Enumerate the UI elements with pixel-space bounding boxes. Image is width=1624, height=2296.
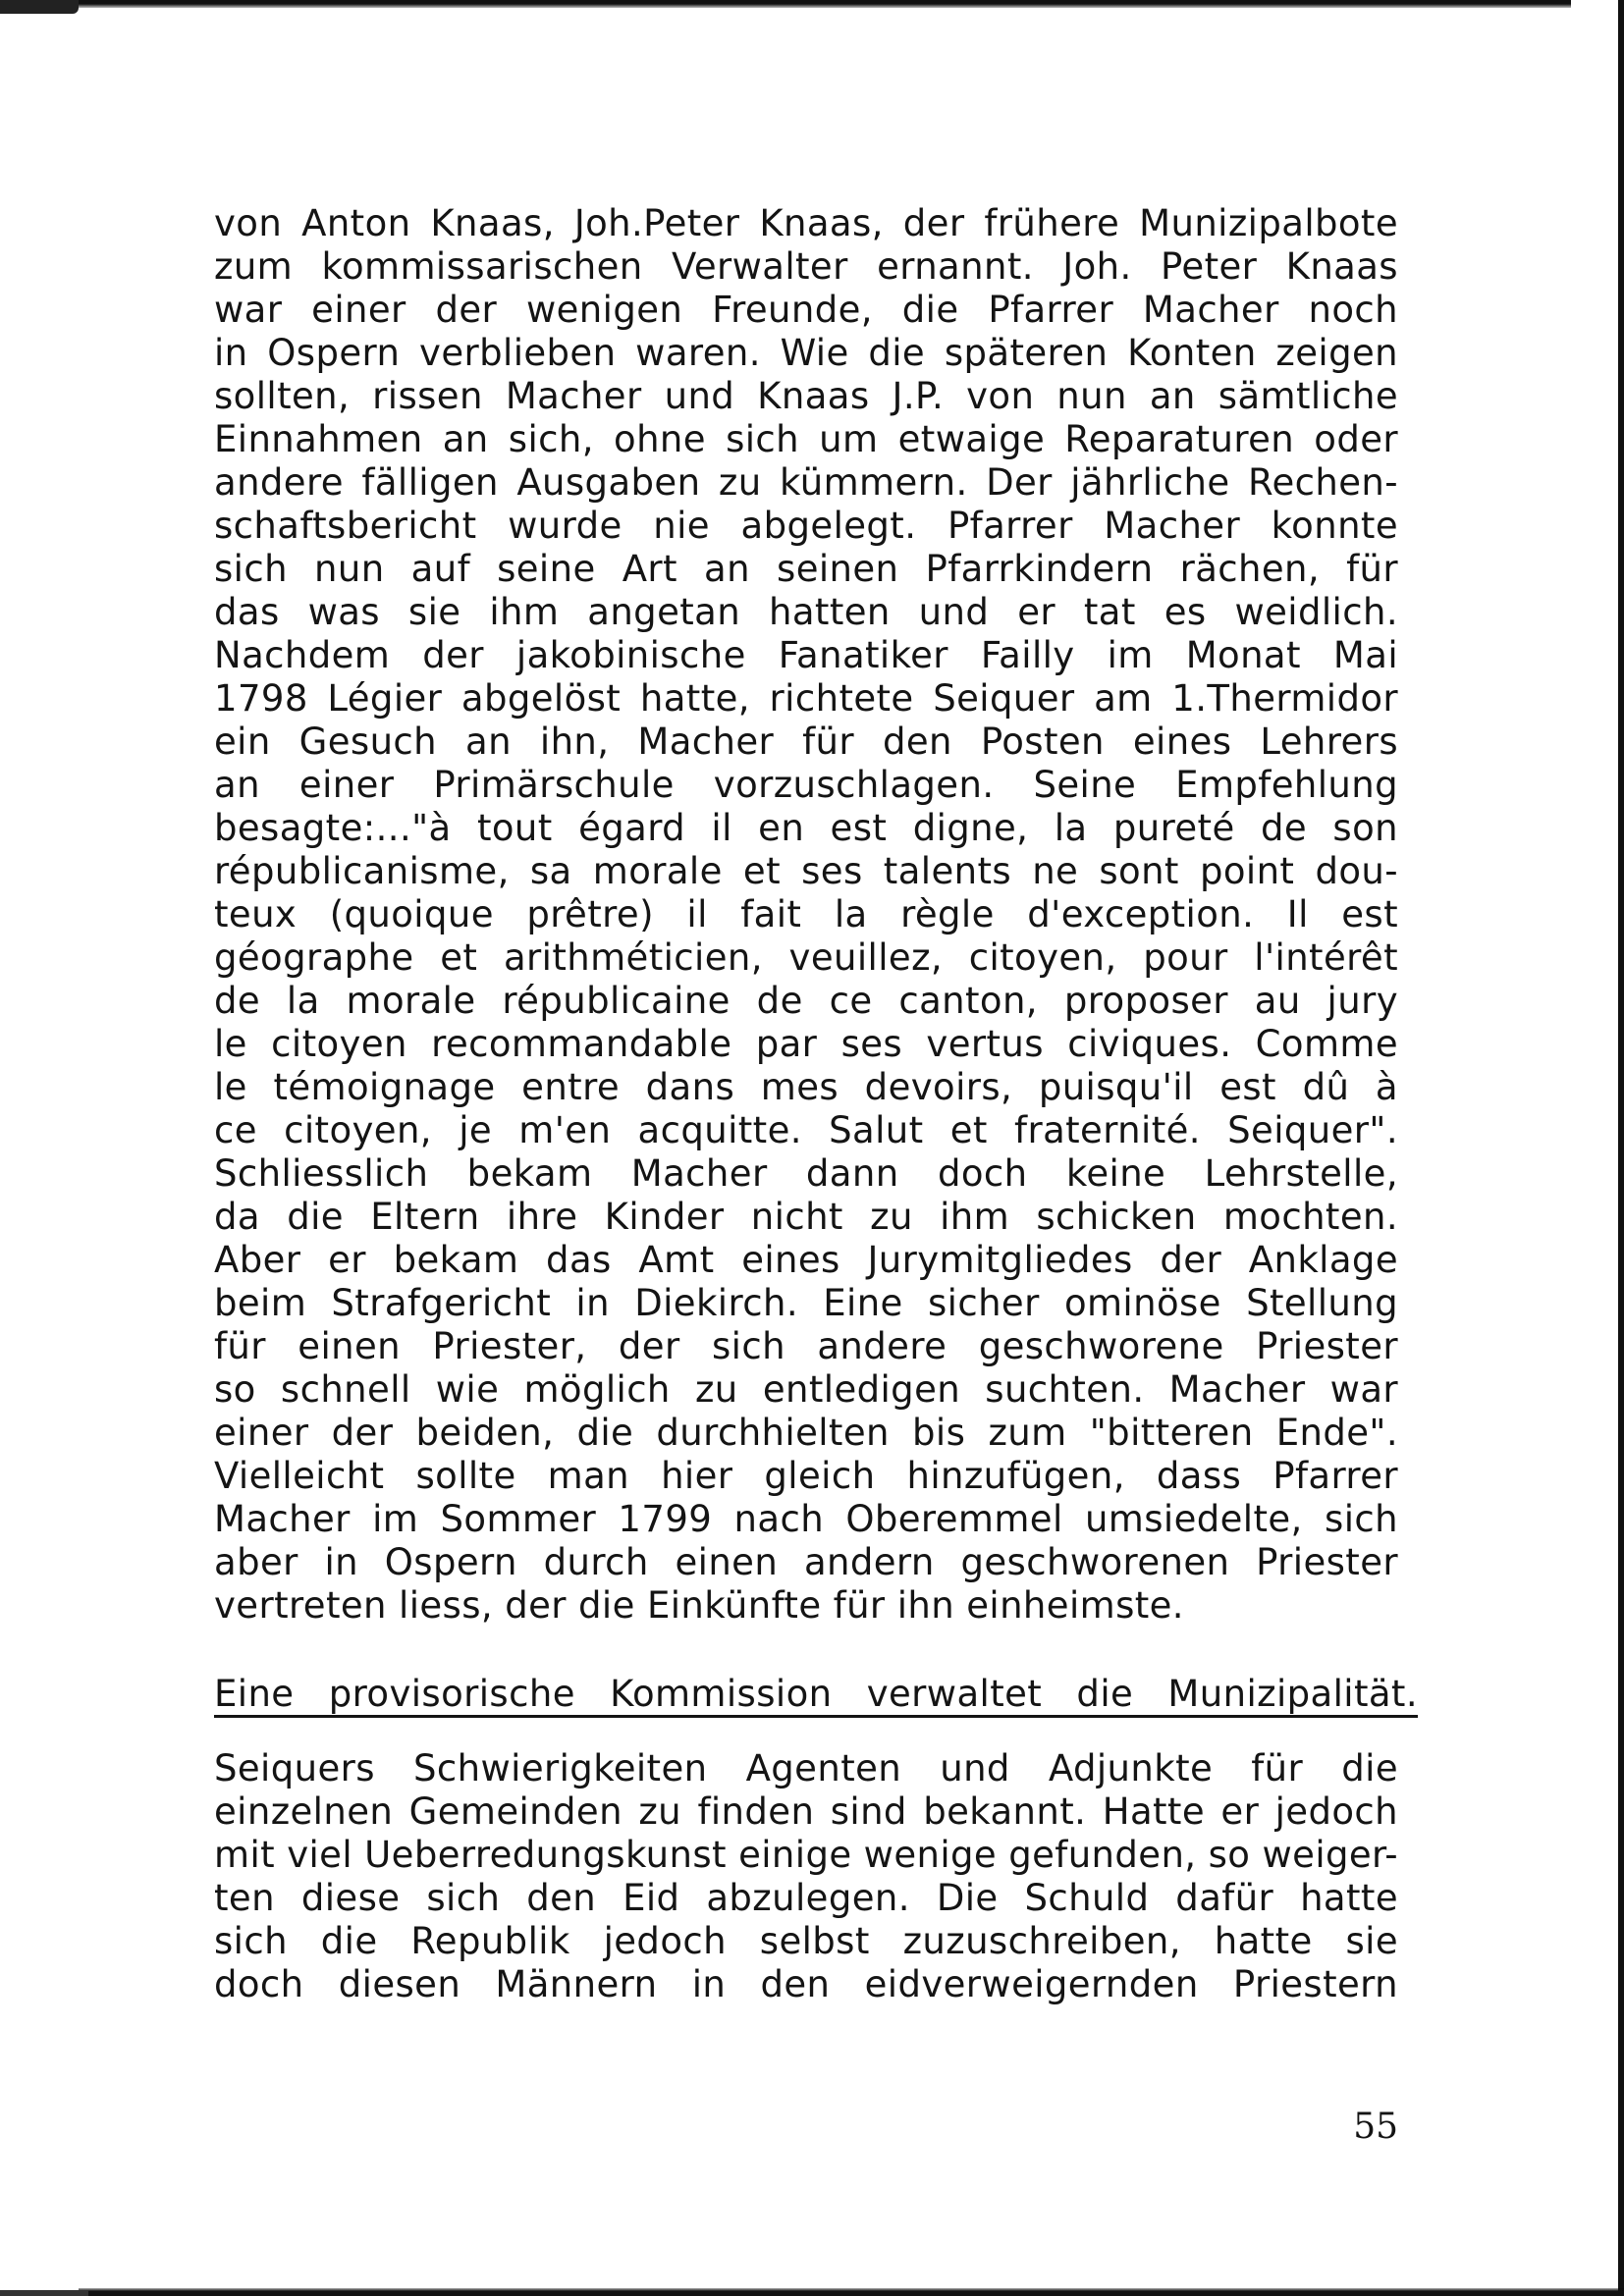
text-line: Vielleicht sollte man hier gleich hinzufügen, dass Pfarrer (214, 1455, 1398, 1497)
text-line: sich die Republik jedoch selbst zuzuschreiben, hatte sie (214, 1920, 1398, 1962)
scan-edge-bottom (79, 2288, 1624, 2296)
text-line: schaftsbericht wurde nie abgelegt. Pfarrer Macher konnte (214, 505, 1398, 547)
text-line: einzelnen Gemeinden zu finden sind bekannt. Hatte er jedoch (214, 1790, 1398, 1833)
text-line: zum kommissarischen Verwalter ernannt. Joh. Peter Knaas (214, 245, 1398, 288)
text-line: le témoignage entre dans mes devoirs, puisqu'il est dû à (214, 1066, 1398, 1108)
body-paragraph-1 (214, 202, 1398, 1628)
text-line: besagte:..."à tout égard il en est digne, la pureté de son (214, 807, 1398, 849)
text-line: Seiquers Schwierigkeiten Agenten und Adjunkte für die (214, 1747, 1398, 1789)
text-line: in Ospern verblieben waren. Wie die späteren Konten zeigen (214, 332, 1398, 374)
text-line: doch diesen Männern in den eidverweigernden Priestern (214, 1963, 1398, 2005)
text-line: Macher im Sommer 1799 nach Oberemmel umsiedelte, sich (214, 1498, 1398, 1540)
text-line: einer der beiden, die durchhielten bis zum "bitteren Ende". (214, 1412, 1398, 1454)
text-line: mit viel Ueberredungskunst einige wenige gefunden, so weiger- (214, 1834, 1398, 1876)
text-line: vertreten liess, der die Einkünfte für ihn einheimste. (214, 1584, 1184, 1627)
text-line: so schnell wie möglich zu entledigen suchten. Macher war (214, 1368, 1398, 1411)
body-paragraph-2 (214, 1747, 1398, 2006)
text-line: ten diese sich den Eid abzulegen. Die Schuld dafür hatte (214, 1877, 1398, 1919)
section-heading: Eine provisorische Kommission verwaltet die Munizipalität. (214, 1673, 1418, 1718)
text-line: von Anton Knaas, Joh.Peter Knaas, der frühere Munizipalbote (214, 202, 1398, 244)
text-line: sich nun auf seine Art an seinen Pfarrkindern rächen, für (214, 548, 1398, 590)
text-line: de la morale républicaine de ce canton, proposer au jury (214, 980, 1398, 1022)
text-line: andere fälligen Ausgaben zu kümmern. Der jährliche Rechen- (214, 461, 1398, 504)
scan-edge-top-left (0, 0, 79, 14)
scan-edge-bottom-left (0, 2290, 88, 2296)
text-line: Schliesslich bekam Macher dann doch keine Lehrstelle, (214, 1152, 1398, 1195)
text-line: aber in Ospern durch einen andern geschworenen Priester (214, 1541, 1398, 1583)
text-line: républicanisme, sa morale et ses talents ne sont point dou- (214, 850, 1398, 892)
text-line: da die Eltern ihre Kinder nicht zu ihm schicken mochten. (214, 1196, 1398, 1238)
text-line: sollten, rissen Macher und Knaas J.P. von nun an sämtliche (214, 375, 1398, 417)
scan-edge-right (1618, 0, 1624, 2296)
text-line: ce citoyen, je m'en acquitte. Salut et fraternité. Seiquer". (214, 1109, 1398, 1151)
text-line: für einen Priester, der sich andere geschworene Priester (214, 1325, 1398, 1367)
text-line: Einnahmen an sich, ohne sich um etwaige Reparaturen oder (214, 418, 1398, 460)
text-line: an einer Primärschule vorzuschlagen. Seine Empfehlung (214, 764, 1398, 806)
text-line: das was sie ihm angetan hatten und er tat es weidlich. (214, 591, 1398, 633)
page-number: 55 (1353, 2107, 1398, 2147)
text-line: géographe et arithméticien, veuillez, citoyen, pour l'intérêt (214, 936, 1398, 979)
scan-edge-top (0, 0, 1571, 8)
text-line: le citoyen recommandable par ses vertus civiques. Comme (214, 1023, 1398, 1065)
text-line: ein Gesuch an ihn, Macher für den Posten eines Lehrers (214, 721, 1398, 763)
text-line: beim Strafgericht in Diekirch. Eine sicher ominöse Stellung (214, 1282, 1398, 1324)
text-line: war einer der wenigen Freunde, die Pfarrer Macher noch (214, 289, 1398, 331)
text-line: Aber er bekam das Amt eines Jurymitgliedes der Anklage (214, 1239, 1398, 1281)
text-line: 1798 Légier abgelöst hatte, richtete Seiquer am 1.Thermidor (214, 677, 1398, 720)
text-line: teux (quoique prêtre) il fait la règle d'exception. Il est (214, 893, 1398, 935)
text-line: Nachdem der jakobinische Fanatiker Failly im Monat Mai (214, 634, 1398, 676)
